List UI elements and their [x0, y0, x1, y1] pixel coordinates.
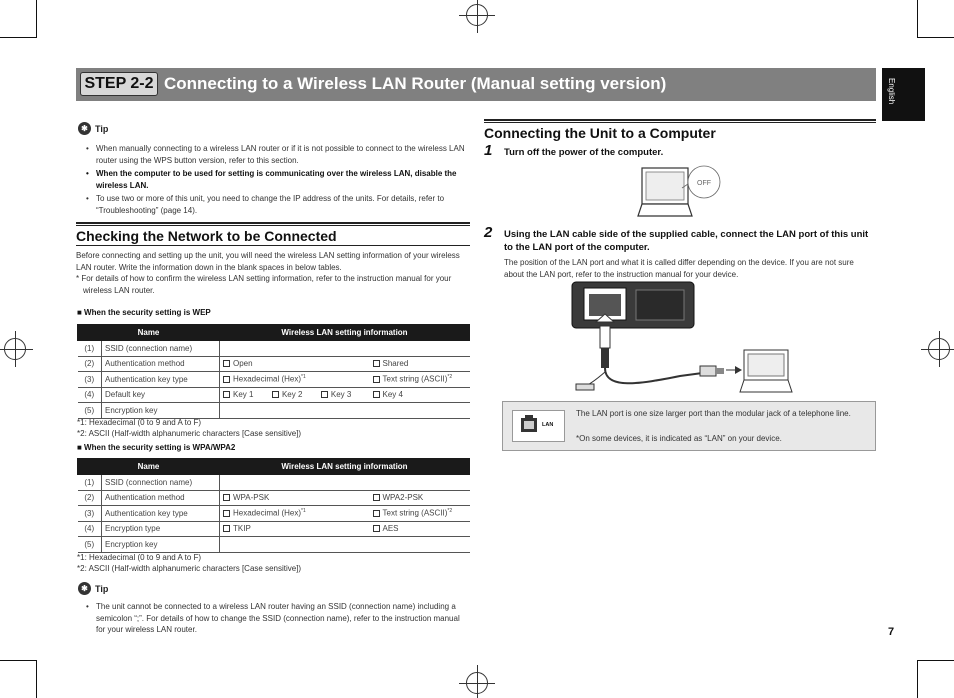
language-tab — [882, 68, 925, 121]
checkbox[interactable] — [223, 510, 230, 517]
crop-mark — [36, 0, 37, 38]
blank-field[interactable] — [220, 537, 470, 553]
step1 — [484, 142, 492, 160]
registration-mark — [466, 672, 488, 694]
checkbox[interactable] — [373, 376, 380, 383]
tip-top — [78, 122, 470, 218]
step2-text: Using the LAN cable side of the supplied cable, connect the LAN port of this unit to the LAN port of the computer. — [504, 229, 869, 253]
tip-list — [86, 143, 470, 216]
step2-description: The position of the LAN port and what it is called differ depending on the device. If you are not sure about the LAN port, refer to the instruction manual for your device. — [504, 258, 854, 279]
crop-mark — [918, 37, 954, 38]
table-row: (2) Authentication method Open Shared — [78, 356, 470, 372]
checkbox[interactable] — [223, 391, 230, 398]
checkbox[interactable] — [373, 510, 380, 517]
registration-mark — [466, 4, 488, 26]
tip-item: • When manually connecting to a wireless LAN router or if it is not possible to connect to the wireless LAN router using the WPS button version, refer to this section. — [86, 143, 470, 166]
checking-intro: Before connecting and setting up the unit, you will need the wireless LAN setting information of your wireless LAN router. Write the information down in the blank spaces in below tables. — [76, 251, 460, 272]
col-name-header: Name — [78, 325, 220, 341]
table-row: (5) Encryption key — [78, 537, 470, 553]
table-row: (5) Encryption key — [78, 403, 470, 419]
table-row: (4) Default key Key 1 Key 2 Key 3 Key 4 — [78, 387, 470, 403]
table-row: (1) SSID (connection name) — [78, 475, 470, 491]
blank-field[interactable] — [220, 341, 470, 357]
checkbox[interactable] — [223, 494, 230, 501]
section-rule — [76, 222, 470, 226]
tip-icon: ✱ — [78, 582, 91, 595]
tip-item: • To use two or more of this unit, you need to change the IP address of the units. For details, refer to “Troubleshooting” (page 14). — [86, 193, 470, 216]
section-title: Connecting the Unit to a Computer — [484, 125, 716, 141]
page-title: Connecting to a Wireless LAN Router (Manual setting version) — [164, 74, 667, 93]
checkbox[interactable] — [223, 525, 230, 532]
checking-footnote: * For details of how to confirm the wireless LAN setting information, refer to the instruction manual for your wireless LAN router. — [76, 274, 452, 295]
wpa-heading: ■ When the security setting is WPA/WPA2 — [77, 443, 236, 452]
crop-mark — [917, 660, 918, 698]
registration-mark — [4, 338, 26, 360]
crop-mark — [0, 37, 36, 38]
tip-item: • When the computer to be used for setting is communicating over the wireless LAN, disable the wireless LAN. — [86, 168, 470, 191]
crop-mark — [36, 660, 37, 698]
checkbox[interactable] — [321, 391, 328, 398]
crop-mark — [918, 660, 954, 661]
step-number: 2 — [484, 224, 493, 241]
lan-connection-illustration — [570, 280, 796, 396]
registration-mark — [928, 338, 950, 360]
section-title: Checking the Network to be Connected — [76, 228, 337, 244]
table-row: (2) Authentication method WPA-PSK WPA2-PSK — [78, 490, 470, 506]
wpa-notes: *1: Hexadecimal (0 to 9 and A to F) *2: ASCII (Half-width alphanumeric characters [Case sensitive]) — [77, 553, 302, 573]
page-number: 7 — [888, 626, 895, 638]
step2 — [484, 224, 492, 242]
tip-icon: ✱ — [78, 122, 91, 135]
checkbox[interactable] — [373, 525, 380, 532]
checkbox[interactable] — [223, 360, 230, 367]
lan-port-icon — [512, 410, 565, 442]
checkbox[interactable] — [373, 391, 380, 398]
checking-section — [76, 222, 470, 296]
tip-list — [86, 601, 470, 636]
wep-heading: ■ When the security setting is WEP — [77, 308, 211, 317]
step-badge: STEP 2-2 — [80, 72, 158, 96]
checkbox[interactable] — [272, 391, 279, 398]
section-rule — [484, 119, 876, 123]
table-row: (3) Authentication key type Hexadecimal (Hex)$^{*1}$ Text string (ASCII)$^{*2}$ — [78, 506, 470, 522]
wep-table — [77, 324, 470, 419]
lan-note-line2: *On some devices, it is indicated as “LAN” on your device. — [576, 434, 782, 443]
connecting-section — [484, 119, 876, 142]
language-label: English — [887, 78, 896, 105]
crop-mark — [0, 660, 36, 661]
table-row: (3) Authentication key type Hexadecimal (Hex)$^{*1}$ Text string (ASCII)$^{*2}$ — [78, 372, 470, 388]
checkbox[interactable] — [223, 376, 230, 383]
checkbox[interactable] — [373, 360, 380, 367]
tip-item: • The unit cannot be connected to a wireless LAN router having an SSID (connection name) including a semicolon “;”. For details of how to change the SSID (connection name), refer to the instruction manual for your wireless LAN router. — [86, 601, 470, 636]
laptop-off-illustration — [636, 160, 722, 222]
blank-field[interactable] — [220, 475, 470, 491]
lan-icon-label: LAN — [542, 422, 554, 428]
table-row: (4) Encryption type TKIP AES — [78, 521, 470, 537]
checkbox[interactable] — [373, 494, 380, 501]
wep-notes: *1: Hexadecimal (0 to 9 and A to F) *2: ASCII (Half-width alphanumeric characters [Case sensitive]) — [77, 418, 302, 438]
col-name-header: Name — [78, 459, 220, 475]
lan-note-box — [502, 401, 876, 451]
off-label: OFF — [697, 180, 711, 187]
crop-mark — [917, 0, 918, 38]
col-info-header: Wireless LAN setting information — [220, 325, 470, 341]
wpa-table — [77, 458, 470, 553]
tip-heading: ✱ Tip — [78, 582, 470, 595]
tip-heading: ✱ Tip — [78, 122, 470, 135]
section-rule — [76, 245, 470, 246]
col-info-header: Wireless LAN setting information — [220, 459, 470, 475]
blank-field[interactable] — [220, 403, 470, 419]
lan-note-line1: The LAN port is one size larger port than the modular jack of a telephone line. — [576, 409, 851, 418]
tip-bottom — [78, 582, 470, 638]
step-number: 1 — [484, 142, 493, 159]
table-row: (1) SSID (connection name) — [78, 341, 470, 357]
step1-text: Turn off the power of the computer. — [504, 147, 664, 158]
